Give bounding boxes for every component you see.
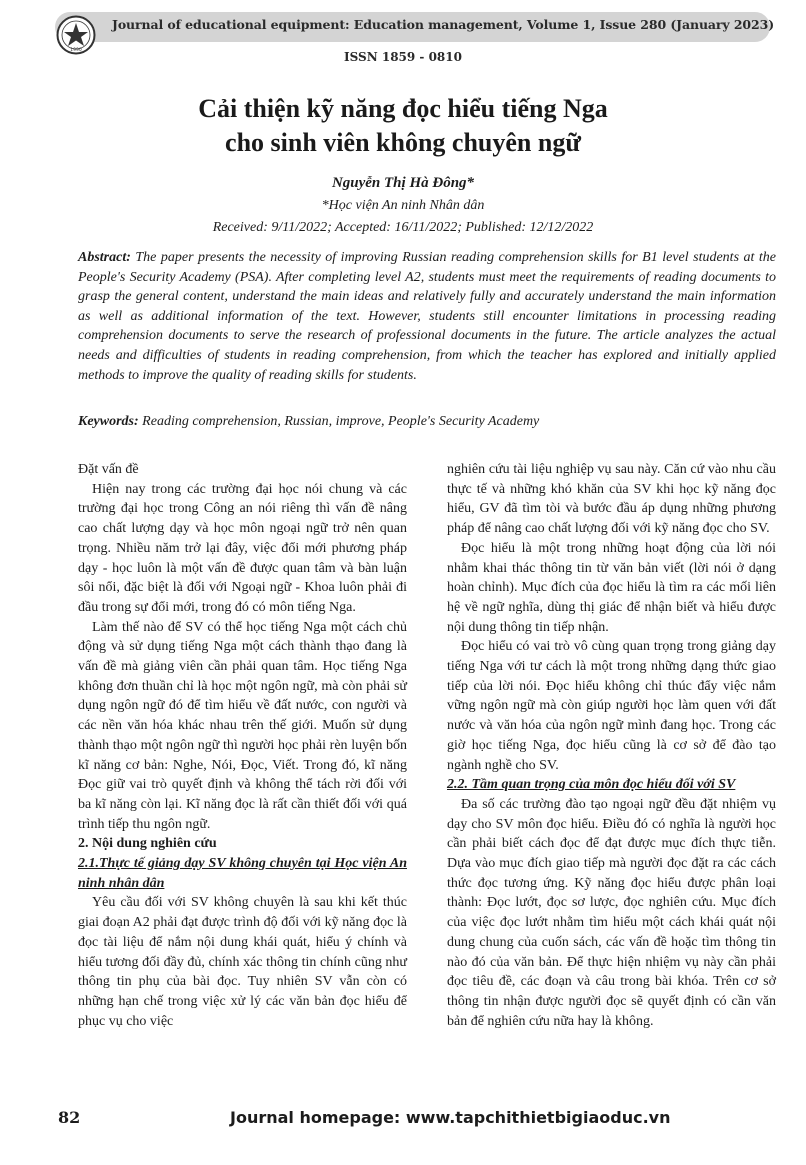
paragraph: Làm thế nào để SV có thể học tiếng Nga một cách chủ động và sử dụng tiếng Nga một cách thành thạo đang là vấn đề mà giảng viên cần phải quan tâm. Học tiếng Nga không đơn thuần chỉ là học một ngôn ngữ, mà còn phải sử dụng ngôn ngữ đó để tìm hiểu về đất nước, con người và các nền văn hóa khác nhau trên thế giới. Muốn sử dụng thành thạo một ngôn ngữ thì người học phải rèn luyện bốn kĩ năng cơ bản: Nghe, Nói, Đọc, Viết. Trong đó, kĩ năng Đọc giữ vai trò quyết định và không thể tách rời đối với ba kĩ năng còn lại. Kĩ năng đọc là rất cần thiết đối với quá trình tiếp thu ngôn ngữ. bbox=[78, 619, 407, 832]
author-affiliation: *Học viện An ninh Nhân dân bbox=[321, 198, 485, 213]
paragraph: Đọc hiểu có vai trò vô cùng quan trọng trong giảng dạy tiếng Nga với tư cách là một trong những dạng thức giao tiếp của lời nói. Đọc hiểu không chỉ thúc đẩy việc nắm vững ngôn ngữ mà còn giúp người học làm quen với đất nước và văn hóa của ngôn ngữ mình đang học. Trong các giờ học tiếng Nga, đọc hiểu cũng là cơ sở để đào tạo ngành nghề cho SV. bbox=[447, 639, 776, 773]
article-title bbox=[0, 92, 806, 160]
issn-line: ISSN 1859 - 0810 bbox=[344, 50, 462, 64]
abstract-label: Abstract: bbox=[78, 250, 131, 265]
abstract-text: The paper presents the necessity of improving Russian reading comprehension skills for B1 level students at the People's Security Academy (PSA). After completing level A2, students must meet the requirements of reading documents to grasp the general content, understand the main ideas and relatively fully and accurately understand the main information as well as additional information of the text. However, students still encounter limitations in processing reading comprehension documents to serve the research of professional documents in the future. The article analyzes the actual needs and difficulties of students in reading comprehension, from which the teacher has explored and initially applied methods to improve the quality of reading skills for students. bbox=[78, 250, 776, 383]
body-column-left bbox=[78, 460, 407, 1031]
author-name: Nguyễn Thị Hà Đông* bbox=[331, 175, 475, 191]
title-line-1: Cải thiện kỹ năng đọc hiểu tiếng Nga bbox=[198, 94, 608, 123]
section-heading: 2. Nội dung nghiên cứu bbox=[78, 836, 217, 852]
title-line-2: cho sinh viên không chuyên ngữ bbox=[225, 128, 581, 157]
paragraph: Đa số các trường đào tạo ngoại ngữ đều đặt nhiệm vụ dạy cho SV môn đọc hiểu. Điều đó có nghĩa là người học cần phải biết cách đọc để đạt được mục đích thực tiễn. Dựa vào mục đích giao tiếp mà người đọc đặt ra các cách thức đọc tương ứng. Kỹ năng đọc hiểu được phân loại thành: Đọc lướt, đọc sơ lược, đọc nghiên cứu. Mục đích của việc đọc lướt nhằm tìm hiểu một cách khái quát nội dung chung của cuốn sách, các vấn đề hoặc tìm thông tin nào đó của văn bản. Để thực hiện nhiệm vụ này cần phải đọc tiêu đề, các đoạn và câu trong bài khóa. Trên cơ sở thông tin nhận được người đọc sẽ quyết định có cần văn bản để nghiên cứu nữa hay là không. bbox=[447, 796, 776, 1029]
intro-heading: Đặt vấn đề bbox=[78, 462, 139, 477]
journal-homepage: Journal homepage: www.tapchithietbigiaoduc.vn bbox=[230, 1108, 671, 1127]
paragraph: nghiên cứu tài liệu nghiệp vụ sau này. Căn cứ vào nhu cầu thực tế và những khó khăn của SV khi học kỹ năng đọc hiểu, GV đã tìm tòi và bước đầu áp dụng những phương pháp để nâng cao chất lượng đối với kỹ năng đọc cho SV. bbox=[447, 462, 776, 537]
keywords-text: Reading comprehension, Russian, improve, People's Security Academy bbox=[142, 414, 540, 429]
subsection-heading: 2.1.Thực tế giảng dạy SV không chuyên tại Học viện An ninh nhân dân bbox=[78, 856, 407, 891]
subsection-heading: 2.2. Tầm quan trọng của môn đọc hiểu đối với SV bbox=[447, 777, 736, 793]
page-number: 82 bbox=[58, 1108, 81, 1127]
journal-logo-icon bbox=[56, 15, 96, 55]
publication-dates: Received: 9/11/2022; Accepted: 16/11/2022; Published: 12/12/2022 bbox=[212, 220, 594, 235]
abstract bbox=[78, 248, 776, 385]
keywords bbox=[78, 412, 776, 431]
journal-citation-line: Journal of educational equipment: Education management, Volume 1, Issue 280 (January 2023) bbox=[112, 17, 775, 32]
keywords-label: Keywords: bbox=[78, 414, 139, 429]
body-column-right bbox=[447, 460, 776, 1031]
paragraph: Yêu cầu đối với SV không chuyên là sau khi kết thúc giai đoạn A2 phải đạt được trình độ đối với kỹ năng đọc là đọc tài liệu để nắm nội dung khái quát, hiểu ý chính và hiểu tương đối đầy đủ, chính xác thông tin chính cũng như thông tin phụ của bài đọc. Tuy nhiên SV vẫn còn có những hạn chế trong việc xử lý các văn bản đọc hiểu để phục vụ cho việc bbox=[78, 895, 407, 1029]
logo-year: 1990 bbox=[70, 48, 82, 53]
paragraph: Đọc hiểu là một trong những hoạt động của lời nói nhằm khai thác thông tin từ văn bản viết (lời nói ở dạng hoàn chỉnh). Mục đích của đọc hiểu là tìm ra các mối liên hệ về ngữ nghĩa, dùng thị giác để nhận biết và hiểu được nội dung thông tin tiếp nhận. bbox=[447, 540, 776, 635]
paragraph: Hiện nay trong các trường đại học nói chung và các trường đại học trong Công an nói riêng thì vấn đề nâng cao chất lượng dạy và học môn ngoại ngữ trở nên quan trọng. Nhiều năm trở lại đây, việc đổi mới phương pháp dạy - học luôn là một vấn đề được quan tâm và bàn luận sôi nổi, đặc biệt là đối với Ngoại ngữ - Khoa luôn phải đi đầu trong sự đổi mới, trong đó có môn tiếng Nga. bbox=[78, 481, 407, 615]
